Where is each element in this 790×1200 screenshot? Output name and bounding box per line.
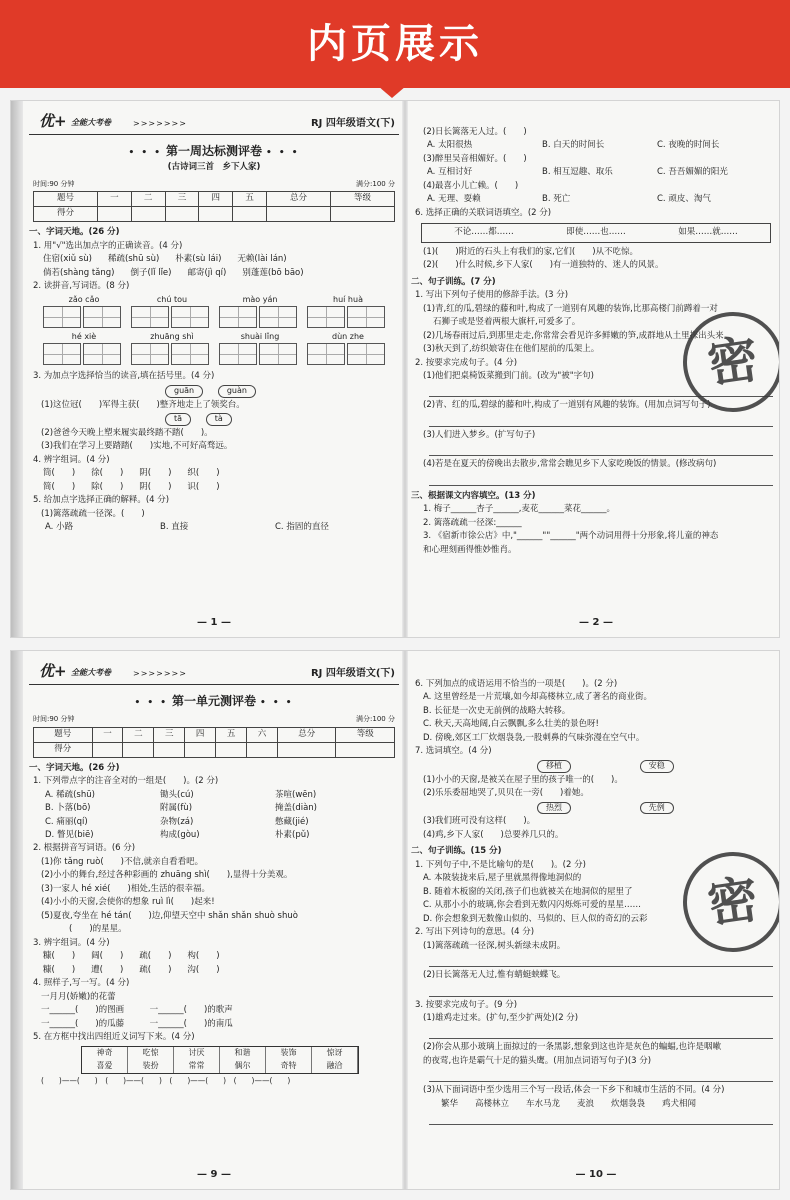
question-line: (2)爸爸今天晚上塑来履实最终踏不踏( )。: [41, 427, 213, 438]
question-line: 石狮子或是竖着两根大旗杆,可爱多了。: [433, 317, 581, 328]
score-cell: 四: [199, 192, 233, 207]
score-cell[interactable]: [247, 742, 278, 757]
score-cell[interactable]: [97, 207, 131, 222]
answer-line[interactable]: [429, 444, 773, 456]
bubble-row: [411, 802, 780, 815]
banner-title: 内页展示: [307, 21, 483, 67]
book-gutter: [11, 101, 23, 637]
question-line: (2)日长篱落无人过。( ): [423, 127, 527, 137]
word-cell: 偶尔: [220, 1060, 266, 1073]
word-cell: 喜爱: [82, 1060, 128, 1073]
page-10: [411, 657, 780, 1183]
secret-stamp-icon: 密: [677, 306, 780, 419]
option: 构成(gòu): [160, 829, 200, 840]
question-line: (2)乐乐委屈地哭了,贝贝在一旁( )着她。: [423, 788, 589, 799]
char-row: [29, 951, 399, 962]
question-line: (2)你会从那小玻璃上面掠过的一条黑影,想象到这也许是灰色的蝙蝠,也许是咽嗽: [423, 1042, 721, 1053]
options-row: [29, 522, 399, 533]
char-item[interactable]: 阴( ): [139, 481, 172, 492]
char-item[interactable]: 除( ): [91, 481, 124, 492]
book-spread-2: [10, 650, 780, 1190]
page-fold: [402, 101, 408, 637]
option[interactable]: C. 痛丽(qí): [45, 816, 88, 827]
page-1: [29, 107, 399, 631]
word-bubble: 先例: [640, 802, 674, 815]
brand-name: 全能大考卷: [71, 668, 111, 677]
book-gutter: [11, 651, 23, 1189]
brand-logo: 优+: [39, 112, 67, 130]
score-cell: 一: [97, 192, 131, 207]
pinyin-bubble: guàn: [218, 385, 256, 398]
score-cell[interactable]: [266, 207, 330, 222]
score-cell: 等级: [336, 727, 395, 742]
option[interactable]: A. 无理、耍赖: [427, 194, 481, 205]
option: 锄头(cú): [160, 789, 194, 800]
bubble-row: [29, 413, 399, 426]
test-meta: [33, 715, 395, 724]
option[interactable]: C. 指固的直径: [275, 522, 329, 533]
synonym-word-box: [81, 1046, 359, 1074]
word-cell: 奇特: [266, 1060, 312, 1073]
page-number: — 9 —: [197, 1168, 231, 1180]
option: 朴素(pǔ): [275, 829, 310, 840]
pinyin-cell[interactable]: chú tou: [131, 295, 213, 328]
word-bubble: 安稳: [640, 760, 674, 773]
section-heading: 三、根据课文内容填空。(13 分): [411, 490, 536, 501]
pinyin-cell[interactable]: zǎo cǎo: [43, 295, 125, 328]
question-line: (5)夏夜,夸坐在 hé tán( )边,仰望天空中 shǎn shǎn shuò shuò: [41, 910, 298, 921]
score-cell[interactable]: [185, 742, 216, 757]
bubble-row: [29, 385, 399, 398]
word-item[interactable]: 别蓬莲(bō bāo): [242, 267, 304, 278]
page-number: — 1 —: [197, 616, 231, 628]
option: 附属(fù): [160, 803, 193, 814]
word-cell: 融洽: [312, 1060, 358, 1073]
score-cell: 总分: [266, 192, 330, 207]
conjunction: 如果……就……: [678, 227, 738, 238]
score-table: [33, 191, 395, 222]
char-item[interactable]: 识( ): [187, 481, 220, 492]
header-arrows: >>>>>>>: [133, 669, 187, 678]
question-line: ( )的星星。: [69, 924, 127, 935]
score-cell: 五: [233, 192, 267, 207]
question: 2. 写出下列诗句的意思。(4 分): [415, 927, 535, 938]
conjunction-box: [421, 223, 771, 242]
grade-label: RJ 四年级语文(下): [310, 668, 395, 679]
question: 4. 辨字组词。(4 分): [33, 454, 110, 465]
header-arrows: >>>>>>>: [133, 119, 187, 128]
char-item[interactable]: 阴( ): [139, 468, 172, 479]
brand-logo: 优+: [39, 662, 67, 680]
pinyin-cell[interactable]: mào yán: [219, 295, 301, 328]
options-row: [411, 167, 780, 178]
score-table: [33, 727, 395, 758]
option[interactable]: B. 长征是一次史无前例的战略大转移。: [423, 705, 571, 716]
question-line: (1)( )附近的石头上有我们的家,它们( )从不吃惊。: [423, 246, 639, 257]
page-2: [411, 107, 780, 631]
question: 1. 用"√"选出加点字的正确读音。(4 分): [33, 240, 183, 251]
char-item[interactable]: 织( ): [187, 468, 220, 479]
score-cell: 二: [123, 727, 154, 742]
answer-line[interactable]: [429, 1113, 773, 1125]
score-cell: 题号: [34, 727, 93, 742]
word-item[interactable]: 倒子(lǐ lǐe): [130, 267, 172, 278]
answer-line[interactable]: [429, 985, 773, 997]
conjunction: 不论……都……: [454, 227, 514, 238]
question: 3. 辨字组词。(4 分): [33, 937, 110, 948]
word-cell: 装扮: [128, 1060, 174, 1073]
question-line: (1)篱落疏疏一径深,树头新绿未成阴。: [423, 940, 566, 951]
option[interactable]: A. 小路: [45, 522, 74, 533]
question-line: (2)( )什么时候,乡下人家( )有一道独特的、迷人的风景。: [423, 260, 664, 271]
options-row: [411, 140, 780, 151]
word-bubble: 热烈: [537, 802, 571, 815]
question-line: (1)雄鸡走过来。(扩句,至少扩两处)(2 分): [423, 1012, 579, 1023]
question-line: (4)小小的天窗,会使你的想象 ruì lì( )起来!: [41, 897, 215, 908]
option[interactable]: A. 互相讨好: [427, 167, 473, 178]
question-line: (3)秋天到了,纺织娘寄住在他们屋前的瓜架上。: [423, 344, 600, 355]
word-item[interactable]: 无赖(lài lán): [237, 254, 287, 265]
answer-line[interactable]: [429, 415, 773, 427]
bubble-row: [411, 760, 780, 773]
option[interactable]: C. 吾吾媚媚的阳光: [657, 167, 728, 178]
test-title: • • • 第一单元测评卷 • • •: [134, 694, 294, 708]
word-list: 繁华 高楼林立 车水马龙 麦浪 炊烟袅袅 鸡犬相闻: [441, 1098, 697, 1109]
option[interactable]: C. 顽皮、淘气: [657, 194, 711, 205]
option[interactable]: A. 本陂装拢来后,屋子里就黑得像地洞似的: [423, 873, 582, 884]
question-line: (3)人们进入梦乡。(扩写句子): [423, 429, 536, 440]
option: 杂物(zá): [160, 816, 194, 827]
score-cell: 一: [92, 727, 123, 742]
answer-line[interactable]: ( )——( ) ( )——( ) ( )——( ) ( )——( ): [41, 1076, 291, 1086]
word-cell: 常常: [174, 1060, 220, 1073]
page-header: [29, 107, 399, 135]
score-cell[interactable]: [216, 742, 247, 757]
answer-line[interactable]: [429, 1070, 773, 1082]
question: 5. 在方框中找出四组近义词写下来。(4 分): [33, 1032, 195, 1042]
question: 3. 按要求完成句子。(9 分): [415, 999, 518, 1010]
char-item[interactable]: 遭( ): [91, 964, 124, 975]
pinyin-bubble: tā: [165, 413, 191, 426]
option[interactable]: A. 太阳很热: [427, 140, 473, 151]
question-line: (2)日长篱落无人过,惟有蜻蜓蛱蝶飞。: [423, 970, 566, 981]
option[interactable]: A. 这里曾经是一片荒壤,如今却高楼林立,成了著名的商业街。: [423, 692, 652, 703]
question-line: (1)他们把桌椅饭菜搬到门前。(改为"被"字句): [423, 370, 594, 381]
option[interactable]: D. 瞥见(biē): [45, 829, 94, 840]
word-bubble: 移植: [537, 760, 571, 773]
option: 掩盖(diàn): [275, 803, 317, 814]
pinyin-cell[interactable]: huí huà: [307, 295, 389, 328]
char-item[interactable]: 糠( ): [43, 951, 76, 962]
test-meta: [33, 180, 395, 189]
options-row: [29, 817, 399, 828]
question: 6. 选择正确的关联词语填空。(2 分): [415, 207, 552, 218]
score-cell[interactable]: [123, 742, 154, 757]
full-score: 满分:100 分: [356, 715, 395, 724]
score-cell: 等级: [330, 192, 394, 207]
question-line: (2)青、红的瓜,碧绿的藤和叶,构成了一道别有风趣的装饰。(用加点词写句子): [423, 400, 711, 411]
char-item[interactable]: 阔( ): [91, 951, 124, 962]
question: 3. 为加点字选择恰当的读音,填在括号里。(4 分): [33, 371, 215, 382]
question-line: 一月月(娇嫩)的花蕾: [41, 991, 116, 1002]
option[interactable]: C. 从那小小的玻璃,你会看到无数闪闪烁烁可爱的星星……: [423, 900, 642, 911]
question-line: 和心理刻画得惟妙惟肖。: [423, 544, 517, 555]
question-line: (2)几场春雨过后,到那里走走,你常常会看见许多鲜嫩的笋,成群地从土里探出头来。: [423, 330, 733, 341]
page-fold: [402, 651, 408, 1189]
question-line: 的夜莺,也许是霸气十足的猫头鹰。(用加点词语写句子)(3 分): [423, 1055, 652, 1066]
option[interactable]: C. 夜晚的时间长: [657, 140, 720, 151]
word-cell: 讨厌: [174, 1047, 220, 1060]
word-cell: 神奇: [82, 1047, 128, 1060]
section-heading: 一、字词天地。(26 分): [29, 227, 120, 238]
score-cell[interactable]: [199, 207, 233, 222]
char-item[interactable]: 简( ): [43, 481, 76, 492]
score-cell: 三: [165, 192, 199, 207]
score-cell: 四: [185, 727, 216, 742]
question-line: (4)若是在夏天的傍晚出去散步,常常会瞧见乡下人家吃晚饭的情景。(修改病句): [423, 459, 717, 470]
score-cell: 五: [216, 727, 247, 742]
question: 2. 读拼音,写词语。(8 分): [33, 280, 130, 291]
question-line: (3)一家人 hé xié( )相处,生活的很幸福。: [41, 883, 211, 894]
question-line: (1)这位冠( )军得主获( )整齐地走上了领奖台。: [41, 399, 245, 410]
options-row: [29, 830, 399, 841]
option[interactable]: D. 傍晚,郊区工厂炊烟袅袅,一股刺鼻的气味弥漫在空气中。: [423, 732, 645, 743]
pinyin-cell[interactable]: zhuāng shì: [131, 332, 213, 365]
page-number: — 2 —: [579, 616, 613, 628]
question-line: (3)醉里吴音相媚好。( ): [423, 153, 527, 164]
options-row: [411, 194, 780, 205]
question-line: (1)小小的天窗,是被关在屋子里的孩子唯一的( )。: [423, 774, 623, 785]
question-line: (2)小小的舞台,经过各种彩画的 zhuāng shì( ),显得十分美观。: [41, 870, 293, 881]
conjunction: 即使……也……: [566, 227, 626, 238]
question-line: (4)最喜小儿亡赖。( ): [423, 180, 519, 191]
score-cell[interactable]: [92, 742, 123, 757]
score-cell[interactable]: [131, 207, 165, 222]
option[interactable]: D. 你会想象到无数像山似的、马似的、巨人似的奇幻的云彩: [423, 913, 648, 924]
score-cell: 六: [247, 727, 278, 742]
option[interactable]: B. 死亡: [542, 194, 571, 205]
score-cell: 总分: [277, 727, 336, 742]
pinyin-bubble: guān: [165, 385, 203, 398]
char-item[interactable]: 糠( ): [43, 964, 76, 975]
section-heading: 一、字词天地。(26 分): [29, 762, 120, 773]
score-cell[interactable]: [165, 207, 199, 222]
question-line: (4)鸡,乡下人家( )总要养几只的。: [423, 829, 564, 840]
score-cell: 得分: [34, 207, 98, 222]
word-cell: 和谐: [220, 1047, 266, 1060]
char-row: [29, 468, 399, 479]
page-9: [29, 657, 399, 1183]
char-item[interactable]: 构( ): [187, 951, 220, 962]
word-item[interactable]: 住宿(xiǔ sù): [43, 254, 92, 265]
pinyin-bubble: tà: [206, 413, 232, 426]
word-row: [29, 254, 399, 265]
question: 2. 按要求完成句子。(4 分): [415, 357, 518, 368]
question: 1. 写出下列句子使用的修辞手法。(3 分): [415, 290, 569, 301]
question: 1. 下列带点字的注音全对的一组是( )。(2 分): [33, 776, 219, 787]
pinyin-cell[interactable]: dùn zhe: [307, 332, 389, 365]
question-line: (1)篱落疏疏一径深。( ): [41, 508, 145, 519]
question: 7. 选词填空。(4 分): [415, 746, 492, 757]
char-item[interactable]: 沟( ): [187, 964, 220, 975]
char-row: [29, 482, 399, 493]
question: 6. 下列加点的成语运用不恰当的一项是( )。(2 分): [415, 679, 618, 689]
pinyin-grid: [29, 295, 399, 369]
question-line: (3)我们在学习上要踏踏( )实地,不可好高骛远。: [41, 441, 233, 452]
page-header: [29, 657, 399, 685]
option[interactable]: B. 直接: [160, 522, 189, 533]
question: 4. 照样子,写一写。(4 分): [33, 978, 130, 989]
char-item[interactable]: 筒( ): [43, 468, 76, 479]
brand-name: 全能大考卷: [71, 118, 111, 127]
test-subtitle: (古诗词三首 乡下人家): [167, 162, 261, 173]
question: 1. 下列句子中,不是比喻句的是( )。(2 分): [415, 859, 586, 870]
question: 5. 给加点字选择正确的解释。(4 分): [33, 495, 170, 506]
char-row: [29, 965, 399, 976]
score-cell[interactable]: [277, 742, 336, 757]
word-cell: 装饰: [266, 1047, 312, 1060]
word-row: [29, 268, 399, 279]
question-line: (3)从下面词语中至少选用三个写一段话,体会一下乡下和城市生活的不同。(4 分): [423, 1085, 725, 1096]
time-limit: 时间:90 分钟: [33, 179, 75, 188]
question-line: 2. 篱落疏疏一径深:______: [423, 517, 522, 528]
question-line: (1)青,红的瓜,碧绿的藤和叶,构成了一道别有风趣的装饰,比那高楼门前蹲着一对: [423, 303, 718, 314]
question-line: 3. 《宿新市徐公店》中,"______""______"两个动词用得十分形象,将儿童的神态: [423, 531, 719, 542]
option[interactable]: A. 稀疏(shū): [45, 789, 95, 800]
option[interactable]: B. 相互逗趣、取乐: [542, 167, 613, 178]
book-spread-1: [10, 100, 780, 638]
word-item[interactable]: 朴素(sù lái): [175, 254, 222, 265]
section-heading: 二、句子训练。(7 分): [411, 276, 496, 287]
answer-line[interactable]: [429, 1027, 773, 1039]
answer-line[interactable]: [429, 955, 773, 967]
score-cell[interactable]: [233, 207, 267, 222]
answer-line[interactable]: [429, 474, 773, 486]
test-title: • • • 第一周达标测评卷 • • •: [128, 144, 300, 158]
word-item[interactable]: 倘若(shàng tǎng): [43, 267, 115, 278]
grade-label: RJ 四年级语文(下): [310, 118, 395, 129]
char-item[interactable]: 疏( ): [139, 951, 172, 962]
score-cell[interactable]: [154, 742, 185, 757]
question-line: 1. 梅子______杏子______,麦花______菜花______。: [423, 504, 616, 515]
question-line[interactable]: 一______( )的图画 一______( )的歌声: [41, 1005, 233, 1016]
option[interactable]: C. 秋天,天高地阔,白云飘飘,多么壮美的景色呀!: [423, 719, 599, 730]
word-item[interactable]: 稀疏(shū sù): [107, 254, 160, 265]
secret-stamp-icon: 密: [677, 846, 780, 959]
question-line[interactable]: 一______( )的瓜藤 一______( )的南瓜: [41, 1018, 233, 1029]
word-cell: 惊讶: [312, 1047, 358, 1060]
word-item[interactable]: 邮寄(jì qí): [187, 267, 227, 278]
page-number: — 10 —: [575, 1168, 617, 1180]
word-cell: 吃惊: [128, 1047, 174, 1060]
options-row: [29, 803, 399, 814]
option: 茶喧(wēn): [275, 789, 317, 800]
pinyin-cell[interactable]: hé xiè: [43, 332, 125, 365]
options-row: [29, 790, 399, 801]
char-item[interactable]: 徐( ): [91, 468, 124, 479]
option[interactable]: B. 卜落(bō): [45, 803, 91, 814]
question-line: (1)你 tǎng ruò( )不信,就亲自看看吧。: [41, 856, 204, 867]
char-item[interactable]: 疏( ): [139, 964, 172, 975]
time-limit: 时间:90 分钟: [33, 715, 75, 724]
score-cell: 二: [131, 192, 165, 207]
score-cell[interactable]: [336, 742, 395, 757]
pinyin-cell[interactable]: shuài lǐng: [219, 332, 301, 365]
section-heading: 二、句子训练。(15 分): [411, 846, 502, 857]
score-cell: 得分: [34, 742, 93, 757]
option[interactable]: B. 随着木板窗的关闭,孩子们也就被关在地洞似的屋里了: [423, 886, 633, 897]
full-score: 满分:100 分: [356, 179, 395, 188]
option: 憋藏(jié): [275, 816, 309, 827]
question-line: (3)我们班可没有这样( )。: [423, 816, 536, 827]
score-cell[interactable]: [330, 207, 394, 222]
score-cell: 三: [154, 727, 185, 742]
question: 2. 根据拼音写词语。(6 分): [33, 843, 136, 854]
score-cell: 题号: [34, 192, 98, 207]
option[interactable]: B. 白天的时间长: [542, 140, 605, 151]
